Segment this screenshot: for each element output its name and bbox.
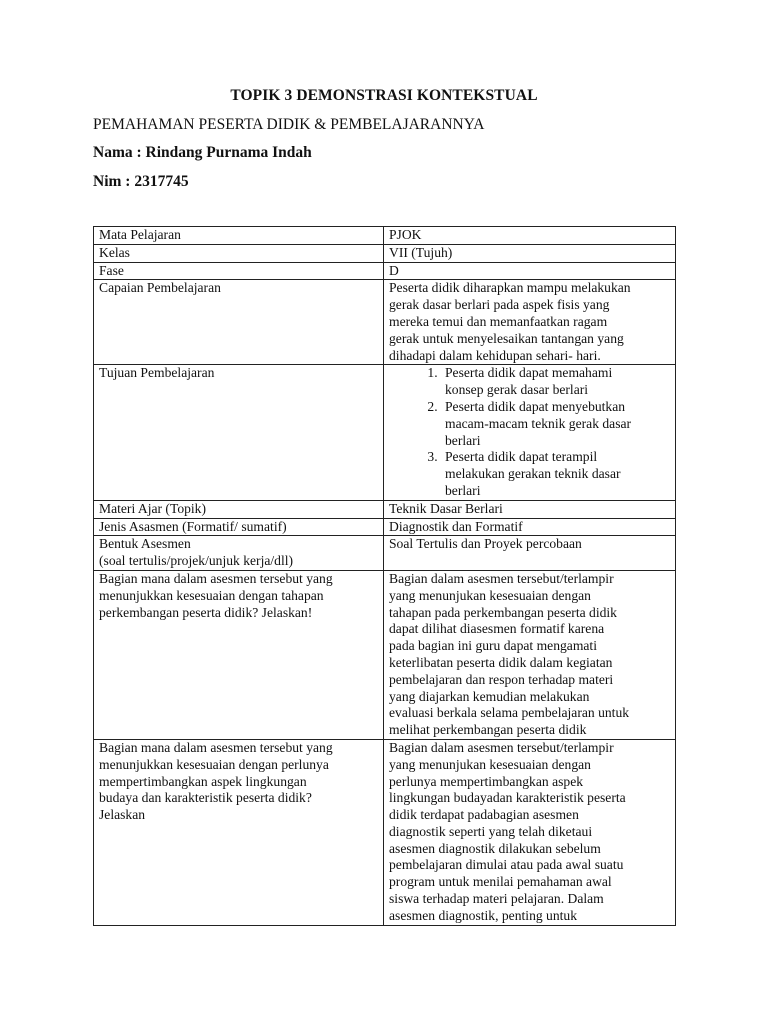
list-item: 1. Peserta didik dapat memahami konsep gerak dasar berlari [441, 365, 670, 399]
table-row [94, 500, 676, 518]
row-label: Tujuan Pembelajaran [94, 365, 384, 500]
row-label: Fase [94, 262, 384, 280]
row-value: Bagian dalam asesmen tersebut/terlampir yang menunjukan kesesuaian dengan perlunya mempertimbangkan aspek lingkungan budayadan karakteristik peserta didik terdapat padabagian asesmen diagnostik seperti yang telah diketaui asesmen diagnostik dilakukan sebelum pembelajaran dimulai atau pada awal suatu program untuk menilai pemahaman awal siswa terhadap materi pelajaran. Dalam asesmen diagnostik, penting untuk [384, 739, 676, 925]
row-value: D [384, 262, 676, 280]
row-label: Bagian mana dalam asesmen tersebut yang menunjukkan kesesuaian dengan tahapan perkembangan peserta didik? Jelaskan! [94, 570, 384, 739]
row-value: Diagnostik dan Formatif [384, 518, 676, 536]
lesson-table [93, 226, 676, 926]
list-item: 2. Peserta didik dapat menyebutkan macam-macam teknik gerak dasar berlari [441, 399, 670, 449]
table-row [94, 280, 676, 365]
table-row [94, 227, 676, 245]
page-title: TOPIK 3 DEMONSTRASI KONTEKSTUAL [230, 87, 538, 104]
table-row [94, 365, 676, 500]
student-nim: Nim : 2317745 [93, 173, 189, 190]
row-value [384, 365, 676, 500]
table-row [94, 570, 676, 739]
row-label: Materi Ajar (Topik) [94, 500, 384, 518]
table-row [94, 244, 676, 262]
row-label: Bagian mana dalam asesmen tersebut yang menunjukkan kesesuaian dengan perlunya mempertimbangkan aspek lingkungan budaya dan karakteristik peserta didik? Jelaskan [94, 739, 384, 925]
row-label: Mata Pelajaran [94, 227, 384, 245]
learning-goals-list [389, 365, 670, 499]
row-value: Soal Tertulis dan Proyek percobaan [384, 536, 676, 571]
row-value: Peserta didik diharapkan mampu melakukan gerak dasar berlari pada aspek fisis yang mereka temui dan memanfaatkan ragam gerak untuk menyelesaikan tantangan yang dihadapi dalam kehidupan sehari- hari. [384, 280, 676, 365]
list-item: 3. Peserta didik dapat terampil melakukan gerakan teknik dasar berlari [441, 449, 670, 499]
row-label: Capaian Pembelajaran [94, 280, 384, 365]
table-row [94, 262, 676, 280]
page-subtitle: PEMAHAMAN PESERTA DIDIK & PEMBELAJARANNYA [93, 116, 485, 133]
row-value: VII (Tujuh) [384, 244, 676, 262]
row-value: Bagian dalam asesmen tersebut/terlampir yang menunjukan kesesuaian dengan tahapan pada perkembangan peserta didik dapat dilihat diasesmen formatif karena pada bagian ini guru dapat mengamati keterlibatan peserta didik dalam kegiatan pembelajaran dan respon terhadap materi yang diajarkan kemudian melakukan evaluasi berkala selama pembelajaran untuk melihat perkembangan peserta didik [384, 570, 676, 739]
row-label: Bentuk Asesmen (soal tertulis/projek/unjuk kerja/dll) [94, 536, 384, 571]
row-value: PJOK [384, 227, 676, 245]
row-label: Jenis Asasmen (Formatif/ sumatif) [94, 518, 384, 536]
student-name: Nama : Rindang Purnama Indah [93, 144, 312, 161]
row-value: Teknik Dasar Berlari [384, 500, 676, 518]
table-row [94, 536, 676, 571]
table-row [94, 739, 676, 925]
row-label: Kelas [94, 244, 384, 262]
table-row [94, 518, 676, 536]
